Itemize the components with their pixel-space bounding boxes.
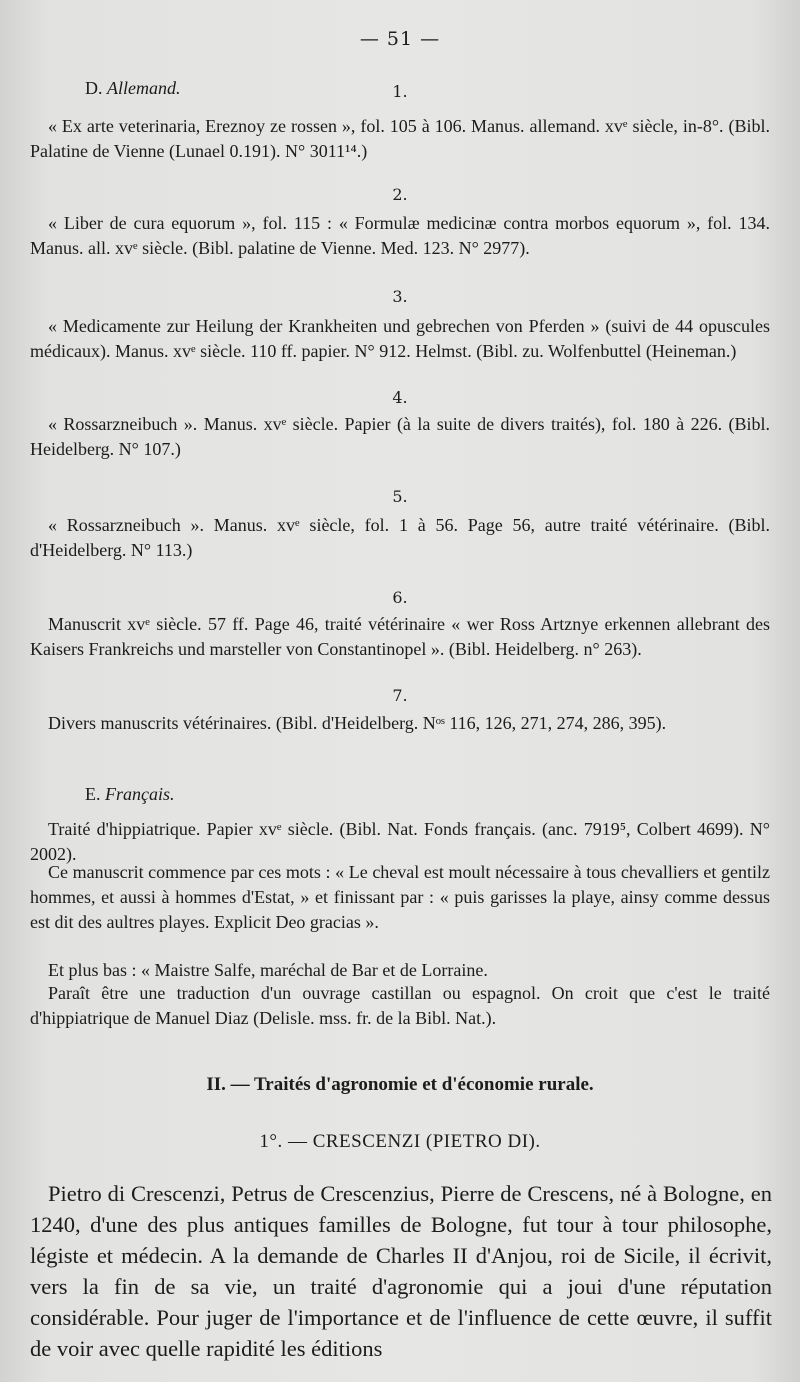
entry-text: « Ex arte veterinaria, Ereznoy ze rossen », fol. 105 à 106. Manus. allemand. xvᵉ siècle, in-8°. (Bibl. Palatine de Vienne (Lunael 0.191). N° 3011¹⁴.) [30, 116, 770, 161]
entry-number: 6. [392, 588, 408, 607]
paragraph: Ce manuscrit commence par ces mots : « Le cheval est moult nécessaire à tous chevalliers et gentilz hommes, et aussi à hommes d'Estat, » et finissant par : « puis garisses la playe, ainsy comme dessus est dit des aultres playes. Explicit Deo gracias ». [30, 862, 770, 932]
entry-text: « Rossarzneibuch ». Manus. xvᵉ siècle. Papier (à la suite de divers traités), fol. 180 à 226. (Bibl. Heidelberg. N° 107.) [30, 414, 770, 459]
entry-text: Divers manuscrits vétérinaires. (Bibl. d'Heidelberg. Nᵒˢ 116, 126, 271, 274, 286, 395). [48, 713, 667, 733]
paragraph: Traité d'hippiatrique. Papier xvᵉ siècle. (Bibl. Nat. Fonds français. (anc. 7919⁵, Colbert 4699). N° 2002). [30, 819, 770, 864]
paragraph: Et plus bas : « Maistre Salfe, maréchal de Bar et de Lorraine. [48, 960, 488, 980]
entry-text: « Liber de cura equorum », fol. 115 : « Formulæ medicinæ contra morbos equorum », fol. 134. Manus. all. xvᵉ siècle. (Bibl. palatine de Vienne. Med. 123. N° 2977). [30, 213, 770, 258]
section-prefix: E. [85, 784, 101, 804]
section-prefix: D. [85, 78, 103, 98]
entry-number: 4. [392, 388, 408, 407]
chapter-heading: II. — Traités d'agronomie et d'économie rurale. [206, 1074, 594, 1095]
entry-text: « Rossarzneibuch ». Manus. xvᵉ siècle, fol. 1 à 56. Page 56, autre traité vétérinaire. (Bibl. d'Heidelberg. N° 113.) [30, 515, 770, 560]
subchapter-heading: 1°. — CRESCENZI (PIETRO DI). [259, 1131, 541, 1152]
section-title: Français. [105, 784, 175, 804]
entry-text: Manuscrit xvᵉ siècle. 57 ff. Page 46, traité vétérinaire « wer Ross Artznye erkennen allebrant des Kaisers Frankreichs und marsteller von Constantinopel ». (Bibl. Heidelberg. n° 263). [30, 614, 770, 659]
entry-number: 7. [392, 686, 408, 705]
body-paragraph: Pietro di Crescenzi, Petrus de Crescenzius, Pierre de Crescens, né à Bologne, en 1240, d'une des plus antiques familles de Bologne, fut tour à tour philosophe, légiste et médecin. A la demande de Charles II d'Anjou, roi de Sicile, il écrivit, vers la fin de sa vie, un traité d'agronomie qui a joui d'une réputation considérable. Pour juger de l'importance et de l'influence de cette œuvre, il suffit de voir avec quelle rapidité les éditions [30, 1181, 772, 1361]
section-heading-e [85, 784, 175, 805]
section-title: Allemand. [107, 78, 181, 98]
entry-number: 3. [392, 287, 408, 306]
paragraph: Paraît être une traduction d'un ouvrage castillan ou espagnol. On croit que c'est le traité d'hippiatrique de Manuel Diaz (Delisle. mss. fr. de la Bibl. Nat.). [30, 983, 770, 1028]
entry-text: « Medicamente zur Heilung der Krankheiten und gebrechen von Pferden » (suivi de 44 opuscules médicaux). Manus. xvᵉ siècle. 110 ff. papier. N° 912. Helmst. (Bibl. zu. Wolfenbuttel (Heineman.) [30, 316, 770, 361]
entry-number: 2. [392, 185, 408, 204]
page-number: — 51 — [359, 28, 441, 50]
entry-number: 5. [392, 487, 408, 506]
entry-number: 1. [392, 82, 408, 101]
